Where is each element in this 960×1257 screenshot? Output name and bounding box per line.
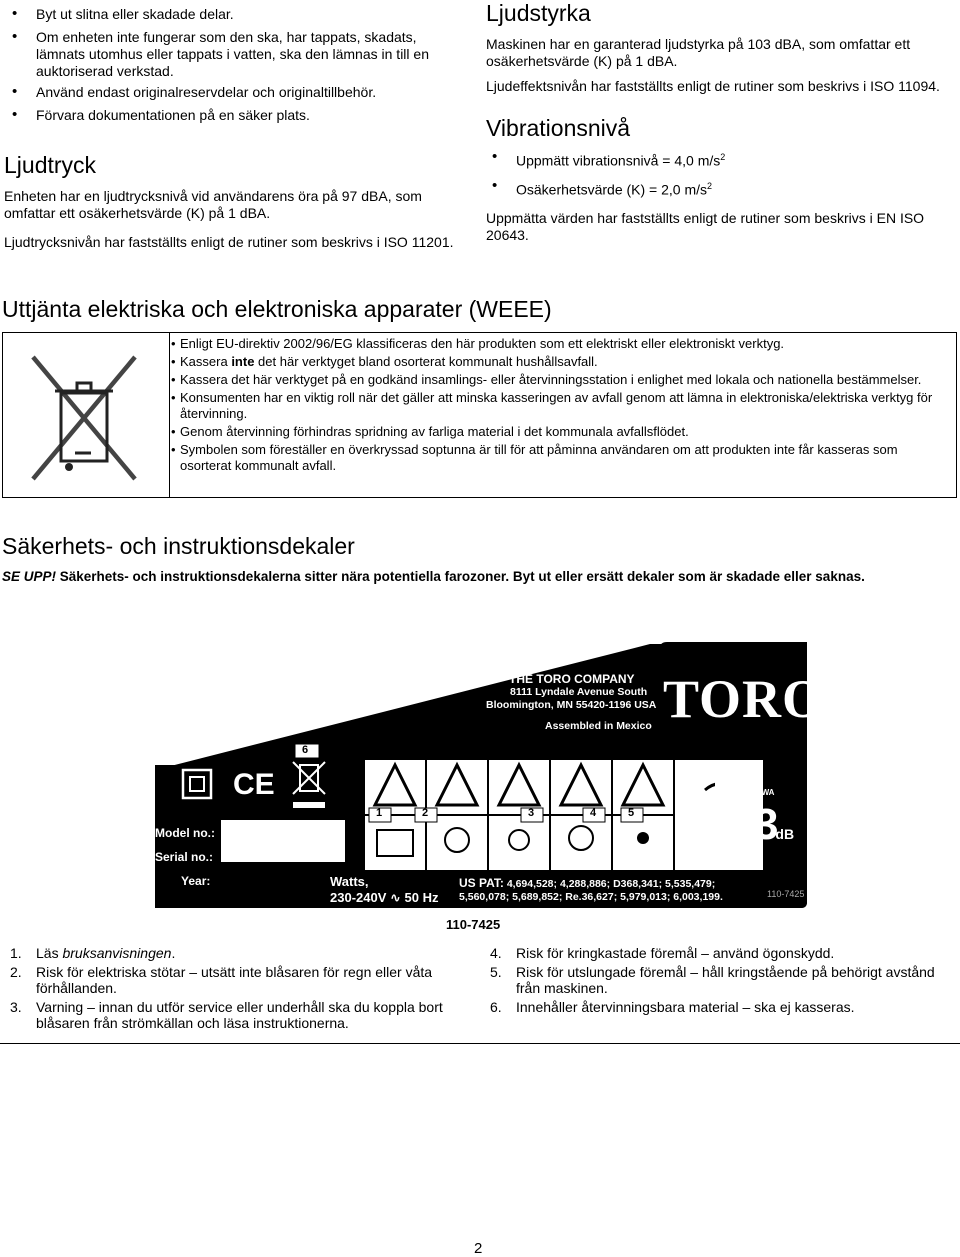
paragraph: Ljudtrycksnivån har fastställts enligt de rutiner som beskrivs i ISO 11201. <box>4 234 454 250</box>
section-heading: Ljudstyrka <box>486 0 591 26</box>
marker-3: 3 <box>528 807 535 819</box>
list-item <box>0 945 480 962</box>
list-item: • Enligt EU-direktiv 2002/96/EG klassificeras den här produkten som ett elektriskt eller elektroniskt verktyg. <box>171 336 950 352</box>
year-label: Year: <box>181 874 211 888</box>
vibration-value: Uppmätt vibrationsnivå = 4,0 m/s <box>516 152 721 169</box>
legend-left <box>0 945 480 1034</box>
caution-text: Säkerhets- och instruktionsdekalerna sitter nära potentiella farozoner. Byt ut eller ersätt dekaler som är skadade eller saknas. <box>56 569 865 584</box>
ce-mark: CE <box>233 768 275 801</box>
registered-mark: ® <box>825 687 837 702</box>
item-text: Läs <box>36 945 63 961</box>
weee-symbol <box>3 333 170 497</box>
list-item <box>486 178 956 199</box>
weee-box <box>2 332 957 498</box>
item-number: 2. <box>10 963 22 980</box>
sound-level-lwa <box>753 778 774 797</box>
item-text: Risk för elektriska stötar – utsätt inte blåsaren för regn eller våta förhållanden. <box>36 963 433 996</box>
decals-heading: Säkerhets- och instruktionsdekaler <box>2 533 355 559</box>
paragraph: Ljudeffektsnivån har fastställts enligt de rutiner som beskrivs i ISO 11094. <box>486 78 940 94</box>
sound-level-value <box>711 800 794 859</box>
uncertainty-value: Osäkerhetsvärde (K) = 2,0 m/s <box>516 181 708 198</box>
item-text: Innehåller återvinningsbara material – ska ej kasseras. <box>516 998 855 1015</box>
item-number: 4. <box>490 945 502 961</box>
list-item <box>171 354 950 370</box>
list-item: • Konsumenten har en viktig roll när det gäller att minska kasseringen av avfall genom att lämna in elektroniska/elektriska verktyg för återvinning. <box>171 390 950 422</box>
model-serial-field <box>221 820 345 862</box>
paragraph: Enheten har en ljudtrycksnivå vid användarens öra på 97 dBA, som omfattar ett osäkerhetsvärde (K) på 1 dBA. <box>4 188 422 221</box>
marker-4: 4 <box>590 807 597 819</box>
toro-wordmark: TORO <box>663 669 826 729</box>
emphasis: inte <box>231 354 255 369</box>
weee-heading: Uttjänta elektriska och elektroniska apparater (WEEE) <box>2 296 552 322</box>
assembled-in: Assembled in Mexico <box>545 720 652 732</box>
right-column <box>486 0 956 244</box>
lwa-subscript: WA <box>761 787 775 797</box>
item-text: det här verktyget bland osorterat kommunalt hushållsavfall. <box>254 354 598 369</box>
company-address-1: 8111 Lyndale Avenue South <box>510 686 648 698</box>
list-item: • Symbolen som föreställer en överkryssad soptunna är till för att påminna användaren om att produkten inte får kasseras som osorterat kommunalt avfall. <box>171 442 950 474</box>
list-item <box>0 964 480 997</box>
ac-wave-icon: ∿ <box>386 890 405 905</box>
item-text: Risk för utslungade föremål – håll kringstående på behörigt avstånd från maskinen. <box>516 963 935 996</box>
list-item <box>480 964 950 997</box>
marker-6-label: 6 <box>302 744 309 756</box>
list-item: • Om enheten inte fungerar som den ska, har tappats, skadats, lämnats utomhus eller tappats i vatten, ska den lämnas in till en auktoriserad verkstad. <box>6 29 468 80</box>
item-text: Risk för kringkastade föremål – använd ögonskydd. <box>516 945 835 961</box>
safety-bullet-list <box>6 6 468 124</box>
voltage-value: 230-240V <box>330 890 387 905</box>
lwa-letter: L <box>753 778 762 794</box>
item-number: 6. <box>490 998 502 1015</box>
voltage-label <box>330 890 438 906</box>
item-number: 3. <box>10 998 22 1015</box>
paragraph: Uppmätta värden har fastställts enligt de rutiner som beskrivs i EN ISO 20643. <box>486 210 925 244</box>
paragraph: Maskinen har en garanterad ljudstyrka på 103 dBA, som omfattar ett osäkerhetsvärde (K) på 1 dBA. <box>486 36 911 69</box>
patent-line-1 <box>459 876 715 890</box>
item-number: 1. <box>10 945 22 961</box>
item-number: 5. <box>490 963 502 980</box>
legend-right <box>480 945 950 1017</box>
list-item <box>480 999 950 1016</box>
page-number: 2 <box>474 1240 483 1257</box>
list-item: • Förvara dokumentationen på en säker plats. <box>6 107 468 124</box>
company-address-2: Bloomington, MN 55420-1196 USA <box>486 699 657 711</box>
sound-number: 103 <box>711 800 776 849</box>
list-item: • Genom återvinning förhindras spridning av farliga material i det kommunala avfallsflödet. <box>171 424 950 440</box>
item-italic: bruksanvisningen <box>62 945 172 961</box>
caution-label: SE UPP! <box>2 569 57 584</box>
caution-note <box>2 568 960 585</box>
list-item: • Använd endast originalreservdelar och originaltillbehör. <box>6 84 468 101</box>
marker-5: 5 <box>628 807 635 819</box>
frequency-value: 50 Hz <box>404 890 439 905</box>
item-text: . <box>171 945 176 961</box>
serial-label: Serial no.: <box>155 850 214 864</box>
marker-1: 1 <box>376 807 383 819</box>
list-item <box>480 945 950 962</box>
patent-label: US PAT: <box>459 876 504 890</box>
list-item <box>0 999 480 1032</box>
ljudtryck-section <box>4 152 474 251</box>
company-name: THE TORO COMPANY <box>509 672 635 686</box>
patent-line-2: 5,560,078; 5,689,852; Re.36,627; 5,979,013; 6,003,199. <box>459 891 723 903</box>
item-text: Varning – innan du utför service eller underhåll ska du koppla bort blåsaren från strömkällan och läsa instruktionerna. <box>36 998 443 1031</box>
model-label: Model no.: <box>155 826 215 840</box>
left-column <box>6 6 468 130</box>
decal-110-7425 <box>155 640 960 915</box>
weee-list <box>171 336 950 476</box>
toro-logo <box>663 668 837 730</box>
vibration-list <box>486 149 956 198</box>
part-number-small: 110-7425 <box>767 889 805 899</box>
crossed-bin-icon <box>3 333 169 497</box>
marker-2: 2 <box>422 807 429 819</box>
divider <box>0 1043 960 1044</box>
superscript: 2 <box>720 152 726 162</box>
decal-caption: 110-7425 <box>446 917 501 932</box>
section-heading: Vibrationsnivå <box>486 115 631 141</box>
patent-numbers: 4,694,528; 4,288,886; D368,341; 5,535,479; <box>506 878 716 890</box>
sound-unit: dB <box>775 826 795 842</box>
list-item: • Byt ut slitna eller skadade delar. <box>6 6 468 23</box>
superscript: 2 <box>707 180 713 191</box>
watts-label: Watts, <box>330 874 369 889</box>
list-item <box>486 149 956 170</box>
list-item: • Kassera det här verktyget på en godkänd insamlings- eller återvinningsstation i enlighet med lokala och nationella bestämmelser. <box>171 372 950 388</box>
item-text: Kassera <box>180 354 232 369</box>
section-heading: Ljudtryck <box>4 152 97 178</box>
